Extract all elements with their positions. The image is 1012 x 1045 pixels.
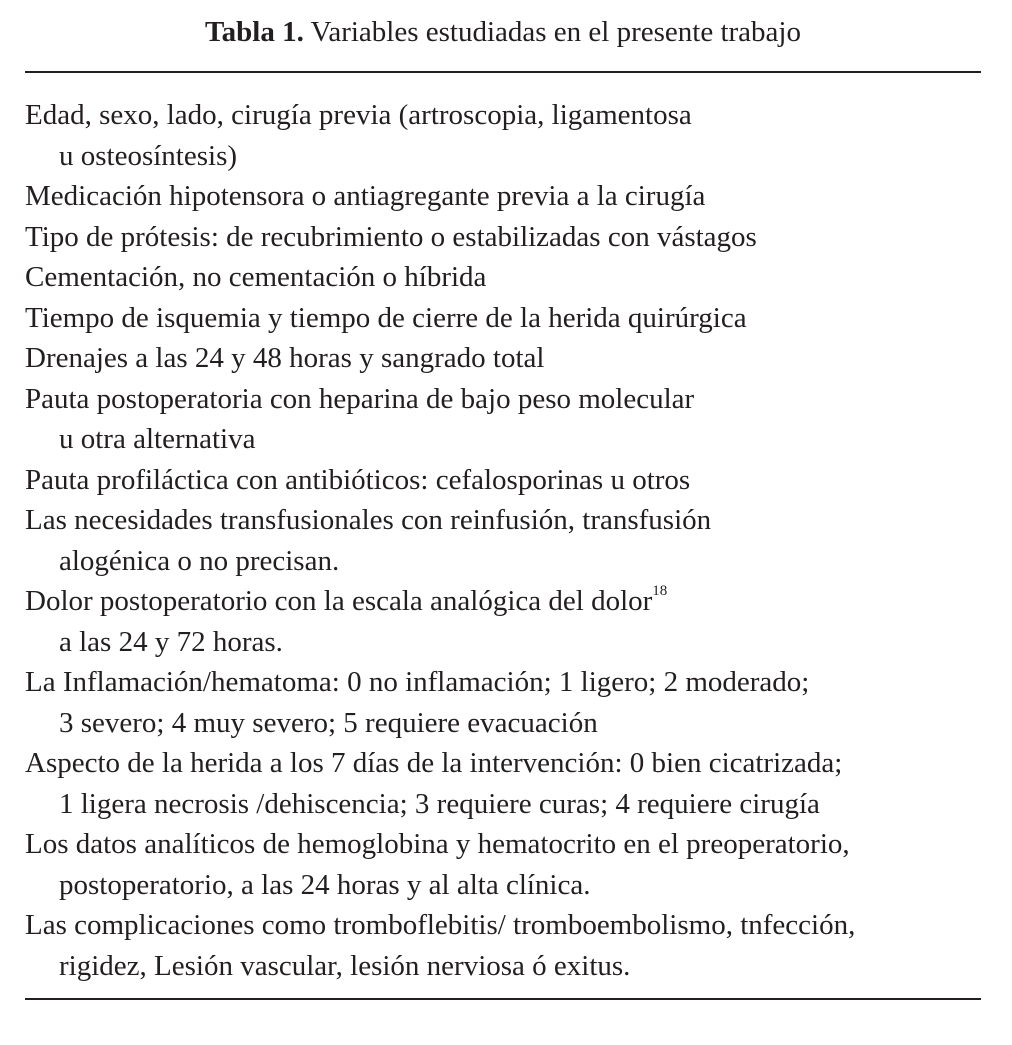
table-row — [25, 95, 981, 176]
row-text: Edad, sexo, lado, cirugía previa (artroscopia, ligamentosa — [25, 99, 692, 131]
row-continuation: u otra alternativa — [59, 423, 256, 455]
table-row — [25, 176, 981, 217]
variables-table — [25, 0, 981, 1000]
row-continuation: u osteosíntesis) — [59, 139, 238, 172]
row-text: Tiempo de isquemia y tiempo de cierre de la herida quirúrgica — [25, 301, 747, 334]
bottom-rule — [25, 998, 981, 1000]
row-text: Medicación hipotensora o antiagregante previa a la cirugía — [25, 180, 706, 212]
table-row — [25, 298, 981, 339]
table-row — [25, 581, 981, 662]
table-row — [25, 338, 981, 379]
row-text: La Inflamación/hematoma: 0 no inflamación; 1 ligero; 2 moderado; — [25, 666, 810, 698]
caption-text: Variables estudiadas en el presente trabajo — [303, 16, 801, 48]
table-row — [25, 217, 981, 258]
row-text: Los datos analíticos de hemoglobina y hematocrito en el preoperatorio, — [25, 828, 850, 860]
row-text: Cementación, no cementación o híbrida — [25, 261, 487, 293]
table-row — [25, 379, 981, 460]
row-text: Las necesidades transfusionales con reinfusión, transfusión — [25, 504, 712, 536]
row-continuation: postoperatorio, a las 24 horas y al alta clínica. — [59, 868, 591, 901]
row-text: Aspecto de la herida a los 7 días de la intervención: 0 bien cicatrizada; — [25, 747, 843, 779]
row-text: Las complicaciones como tromboflebitis/ tromboembolismo, tnfección, — [25, 909, 856, 941]
table-row — [25, 905, 981, 986]
table-row — [25, 257, 981, 298]
table-row — [25, 460, 981, 501]
row-text: Dolor postoperatorio con la escala analógica del dolor — [25, 585, 653, 617]
row-text: Pauta profiláctica con antibióticos: cefalosporinas u otros — [25, 463, 691, 496]
table-row — [25, 824, 981, 905]
row-continuation: alogénica o no precisan. — [59, 544, 340, 577]
row-text: Pauta postoperatoria con heparina de bajo peso molecular — [25, 382, 695, 415]
table-row — [25, 743, 981, 824]
table-caption — [25, 0, 981, 50]
table-row — [25, 662, 981, 743]
row-continuation: 1 ligera necrosis /dehiscencia; 3 requiere curas; 4 requiere cirugía — [59, 787, 820, 820]
row-continuation: a las 24 y 72 horas. — [59, 625, 283, 658]
caption-label: Tabla 1. — [205, 16, 304, 48]
table-row — [25, 500, 981, 581]
row-text: Drenajes a las 24 y 48 horas y sangrado total — [25, 342, 545, 374]
row-continuation: 3 severo; 4 muy severo; 5 requiere evacuación — [59, 706, 598, 739]
table-body — [25, 73, 981, 998]
row-continuation: rigidez, Lesión vascular, lesión nerviosa ó exitus. — [59, 949, 631, 982]
reference-superscript: 18 — [652, 583, 668, 600]
row-text: Tipo de prótesis: de recubrimiento o estabilizadas con vástagos — [25, 220, 757, 253]
